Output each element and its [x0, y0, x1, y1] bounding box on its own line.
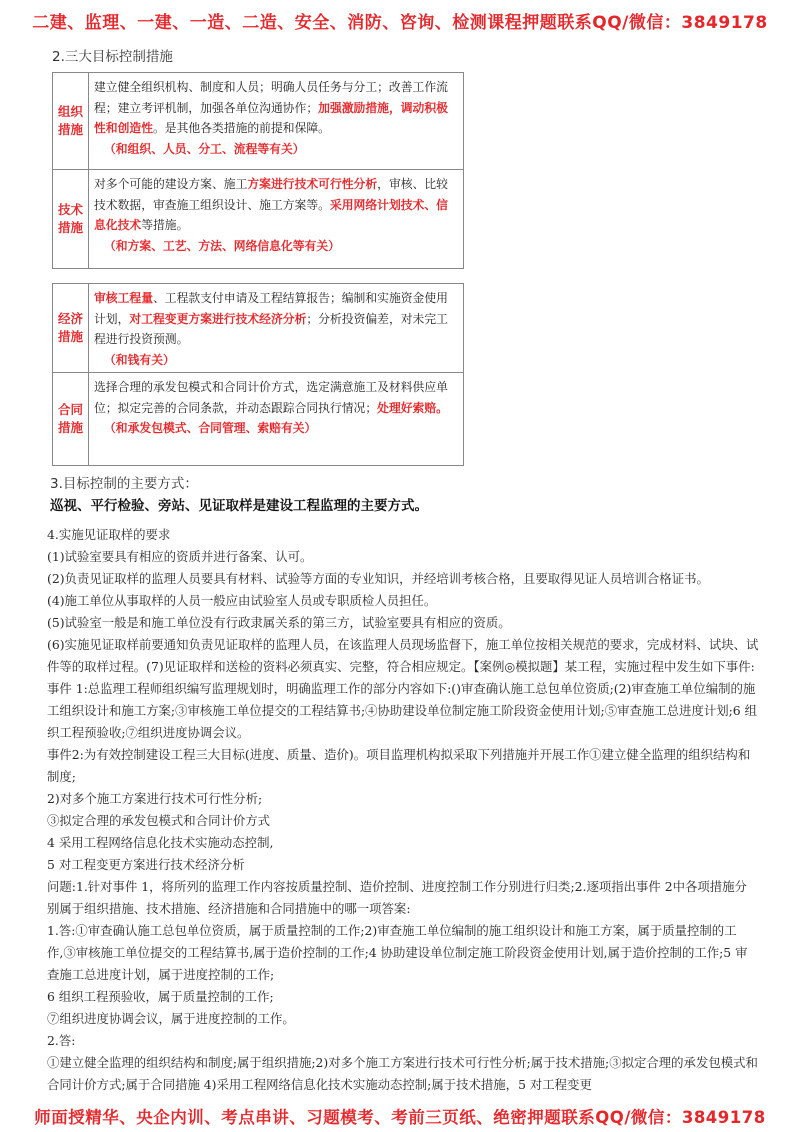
body-line: (2)负责见证取样的监理人员要具有材料、试验等方面的专业知识，并经培训考核合格，且要取得见证人员培训合格证书。: [47, 571, 709, 586]
measure-content: 建立健全组织机构、制度和人员；明确人员任务与分工；改善工作流程；建立考评机制，加强各单位沟通协作；加强激励措施，调动积极性和创造性。是其他各类措施的前提和保障。 （和组织、人员、分工、流程等有关）: [94, 80, 448, 156]
body-line: 6 组织工程预验收，属于质量控制的工作;: [47, 989, 274, 1004]
body-line: ③拟定合理的承发包模式和合同计价方式: [47, 813, 271, 828]
measure-label: 组织措施: [53, 73, 89, 169]
measure-note: （和方案、工艺、方法、网络信息化等有关）: [104, 238, 340, 253]
body-line: (1)试验室要具有相应的资质并进行备案、认可。: [47, 549, 313, 564]
section-title: 2.三大目标控制措施: [52, 49, 173, 65]
measure-label: 经济措施: [53, 284, 89, 372]
bottom-banner: 师面授精华、央企内训、考点串讲、习题模考、考前三页纸、绝密押题联系QQ/微信：3849178: [34, 1108, 766, 1127]
measure-row-technical: [53, 169, 463, 268]
measure-content: 审核工程量、工程款支付申请及工程结算报告；编制和实施资金使用计划，对工程变更方案进行技术经济分析；分析投资偏差，对未完工程进行投资预测。 （和钱有关）: [94, 291, 448, 367]
measure-note: （和承发包模式、合同管理、索赔有关）: [104, 421, 317, 435]
measure-label: 合同措施: [53, 373, 89, 465]
section-3-main: 巡视、平行检验、旁站、见证取样是建设工程监理的主要方式。: [50, 498, 428, 514]
top-banner: 二建、监理、一建、一造、二造、安全、消防、咨询、检测课程押题联系QQ/微信：3849178: [32, 13, 768, 33]
body-line: (6)实施见证取样前要通知负责见证取样的监理人员，在该监理人员现场监督下，施工单位按相关规范的要求，完成材料、试块、试件等的取样过程。(7)见证取样和送检的资料必须真实、完整，符合相应规定。【案例◎模拟题】某工程，实施过程中发生如下事件:事件 1:总监理工程师组织编写监理规划时，明确监理工作的部分内容如下:()审查确认施工总包单位资质;(2)审查施工单位编制的施工组织设计和施工方案;③审核施工单位提交的工程结算书;④协助建设单位制定施工阶段资金使用计划;⑤审查施工总进度计划;6 组织工程预验收;⑦组织进度协调会议。: [47, 637, 759, 740]
body-line: (5)试验室一般是和施工单位没有行政隶属关系的第三方，试验室要具有相应的资质。: [47, 615, 511, 630]
body-line: 问题:1.针对事件 1，将所列的监理工作内容按质量控制、造价控制、进度控制工作分别进行归类;2.逐项指出事件 2中各项措施分别属于组织措施、技术措施、经济措施和合同措施中的哪一项答案:: [47, 879, 747, 916]
body-line: 2.答:: [47, 1033, 76, 1048]
section-3-title: 3.目标控制的主要方式：: [50, 476, 198, 492]
body-line: 事件2:为有效控制建设工程三大目标(进度、质量、造价)。项目监理机构拟采取下列措施并开展工作①建立健全监理的组织结构和制度;: [47, 747, 751, 784]
measure-label: 技术措施: [53, 170, 89, 268]
body-text: [47, 524, 759, 1096]
body-line: ⑦组织进度协调会议，属于进度控制的工作。: [47, 1011, 295, 1026]
measures-table-1: [52, 72, 464, 269]
measure-content: 对多个可能的建设方案、施工方案进行技术可行性分析，审核、比较技术数据，审查施工组织设计、施工方案等。采用网络计划技术、信息化技术等措施。 （和方案、工艺、方法、网络信息化等有关）: [94, 177, 448, 253]
body-line: 5 对工程变更方案进行技术经济分析: [47, 857, 245, 872]
body-line: 1.答:①审查确认施工总包单位资质，属于质量控制的工作;2)审查施工单位编制的施工组织设计和施工方案，属于质量控制的工作,③审核施工单位提交的工程结算书,属于造价控制的工作;4 协助建设单位制定施工阶段资金使用计划,属于造价控制的工作;5 审查施工总进度计划，属于进度控制的工作;: [47, 923, 748, 982]
measure-note: （和钱有关）: [104, 352, 175, 367]
measures-table-2: [52, 283, 464, 466]
body-line: 2)对多个施工方案进行技术可行性分析;: [47, 791, 263, 806]
measure-row-economic: [53, 284, 463, 372]
body-line: 4.实施见证取样的要求: [47, 527, 171, 542]
body-line: (4)施工单位从事取样的人员一般应由试验室人员或专职质检人员担任。: [47, 593, 437, 608]
measure-content: 选择合理的承发包模式和合同计价方式，选定满意施工及材料供应单位；拟定完善的合同条款，并动态跟踪合同执行情况；处理好索赔。 （和承发包模式、合同管理、索赔有关）: [94, 380, 448, 435]
body-line: ①建立健全监理的组织结构和制度;属于组织措施;2)对多个施工方案进行技术可行性分析;属于技术措施;③拟定合理的承发包模式和合同计价方式;属于合同措施 4)采用工程网络信息化技术实施动态控制;属于技术措施，5 对工程变更: [47, 1055, 758, 1092]
measure-row-organization: [53, 73, 463, 169]
measure-row-contract: [53, 372, 463, 465]
body-line: 4 采用工程网络信息化技术实施动态控制,: [47, 835, 274, 850]
measure-note: （和组织、人员、分工、流程等有关）: [104, 141, 305, 156]
